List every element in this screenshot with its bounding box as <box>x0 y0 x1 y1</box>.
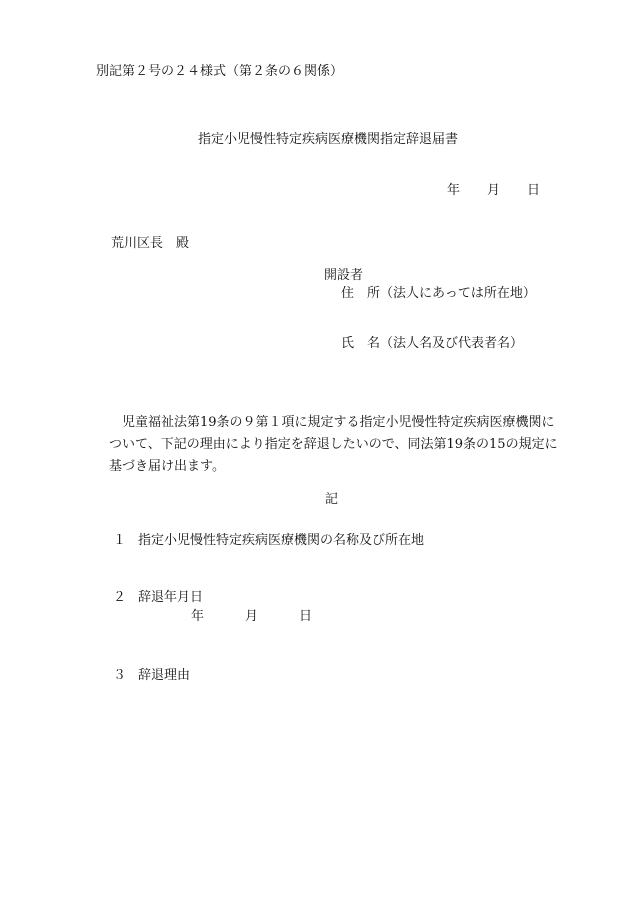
item-number: １ <box>113 533 127 548</box>
addressee: 荒川区長 殿 <box>111 236 190 251</box>
item-number: ３ <box>113 668 127 683</box>
body-line: 児童福祉法第19条の９第１項に規定する指定小児慢性特定疾病医療機関に <box>109 415 555 430</box>
date-year-label: 年 <box>447 183 461 198</box>
date-day-label: 日 <box>527 183 541 198</box>
ki-heading: 記 <box>325 492 339 507</box>
founder-name-label: 氏 名（法人名及び代表者名） <box>341 336 524 351</box>
item-label: 辞退理由 <box>138 668 191 683</box>
form-reference: 別記第２号の２４様式（第２条の６関係） <box>96 64 344 79</box>
body-paragraph <box>109 412 584 478</box>
withdrawal-year-label: 年 <box>191 609 205 624</box>
item-number: ２ <box>113 590 127 605</box>
date-month-label: 月 <box>487 183 501 198</box>
founder-label: 開設者 <box>324 268 364 283</box>
item-label: 指定小児慢性特定疾病医療機関の名称及び所在地 <box>138 533 425 548</box>
body-line: ついて、下記の理由により指定を辞退したいので、同法第19条の15の規定に <box>109 437 558 452</box>
withdrawal-month-label: 月 <box>245 609 259 624</box>
founder-address-label: 住 所（法人にあっては所在地） <box>341 286 536 301</box>
item-label: 辞退年月日 <box>138 590 204 605</box>
body-line: 基づき届け出ます。 <box>109 459 225 474</box>
document-title: 指定小児慢性特定疾病医療機関指定辞退届書 <box>198 132 459 147</box>
withdrawal-day-label: 日 <box>299 609 313 624</box>
